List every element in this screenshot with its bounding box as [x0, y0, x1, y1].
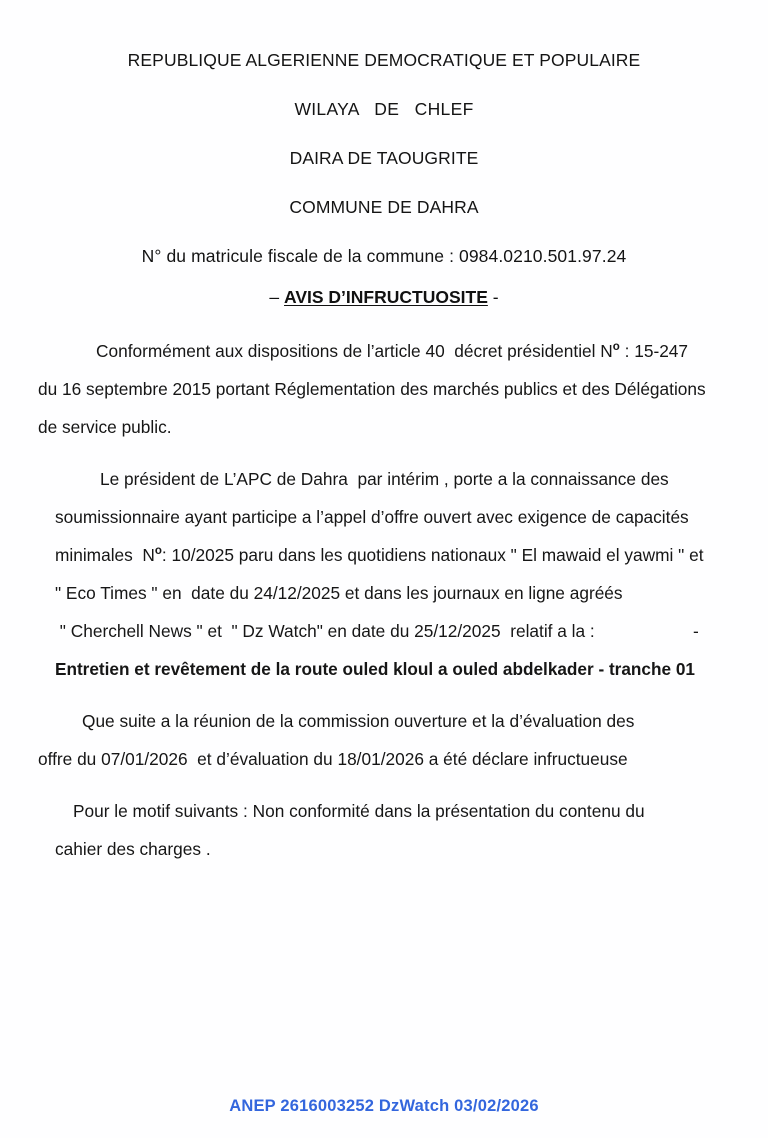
header-commune-line: COMMUNE DE DAHRA: [289, 197, 479, 217]
paragraph2-line2: soumissionnaire ayant participe a l’appel d’offre ouvert avec exigence de capacités: [55, 507, 689, 527]
header-wilaya-line: WILAYA DE CHLEF: [294, 99, 474, 119]
title-trailing-dash: -: [487, 287, 499, 307]
project-title-line: Entretien et revêtement de la route ouled kloul a ouled abdelkader - tranche 01: [55, 659, 695, 679]
document-body: [0, 332, 768, 868]
paragraph2-line4: " Eco Times " en date du 24/12/2025 et dans les journaux en ligne agréés: [55, 583, 623, 603]
notice-title-text: AVIS D’INFRUCTUOSITE: [284, 287, 488, 307]
fiscal-matricule-line: N° du matricule fiscale de la commune : 0984.0210.501.97.24: [141, 246, 627, 266]
paragraph4-line2: cahier des charges .: [55, 839, 211, 859]
header-daira-line: DAIRA DE TAOUGRITE: [289, 148, 479, 168]
paragraph2-line3-text-b: : 10/2025 paru dans les quotidiens nationaux " El mawaid el yawmi " et: [161, 545, 704, 565]
paragraph1-line1: [0, 332, 768, 370]
notice-title: [0, 285, 768, 309]
paragraph1-line1-text-a: Conformément aux dispositions de l’article 40 décret présidentiel N: [96, 341, 613, 361]
header-republic-line: REPUBLIQUE ALGERIENNE DEMOCRATIQUE ET POPULAIRE: [127, 50, 641, 70]
paragraph2-line5-text: " Cherchell News " et " Dz Watch" en date du 25/12/2025 relatif a la :: [55, 621, 595, 641]
paragraph4-line1: Pour le motif suivants : Non conformité dans la présentation du contenu du: [73, 801, 645, 821]
paragraph1-line1-text-b: : 15-247: [619, 341, 689, 361]
paragraph1-line3: de service public.: [38, 417, 172, 437]
institutional-header: [0, 36, 768, 281]
paragraph1-line2: du 16 septembre 2015 portant Réglementation des marchés publics et des Délégations: [38, 379, 706, 399]
paragraph2-line3-text-a: minimales N: [55, 545, 155, 565]
title-leading-dash: –: [269, 287, 285, 307]
paragraph3-line2: offre du 07/01/2026 et d’évaluation du 18/01/2026 a été déclare infructueuse: [38, 749, 628, 769]
paragraph2-line3: [0, 536, 768, 574]
paragraph2-line5-trailing-dash: -: [692, 621, 699, 641]
anep-reference-footer: ANEP 2616003252 DzWatch 03/02/2026: [229, 1097, 539, 1115]
paragraph2-line5: [0, 612, 768, 650]
paragraph3-line1: Que suite a la réunion de la commission ouverture et la d’évaluation des: [82, 711, 635, 731]
paragraph2-line1: Le président de L’APC de Dahra par intérim , porte a la connaissance des: [100, 469, 669, 489]
superscript-ordinal-1: o: [612, 341, 620, 354]
superscript-ordinal-2: o: [154, 545, 162, 558]
